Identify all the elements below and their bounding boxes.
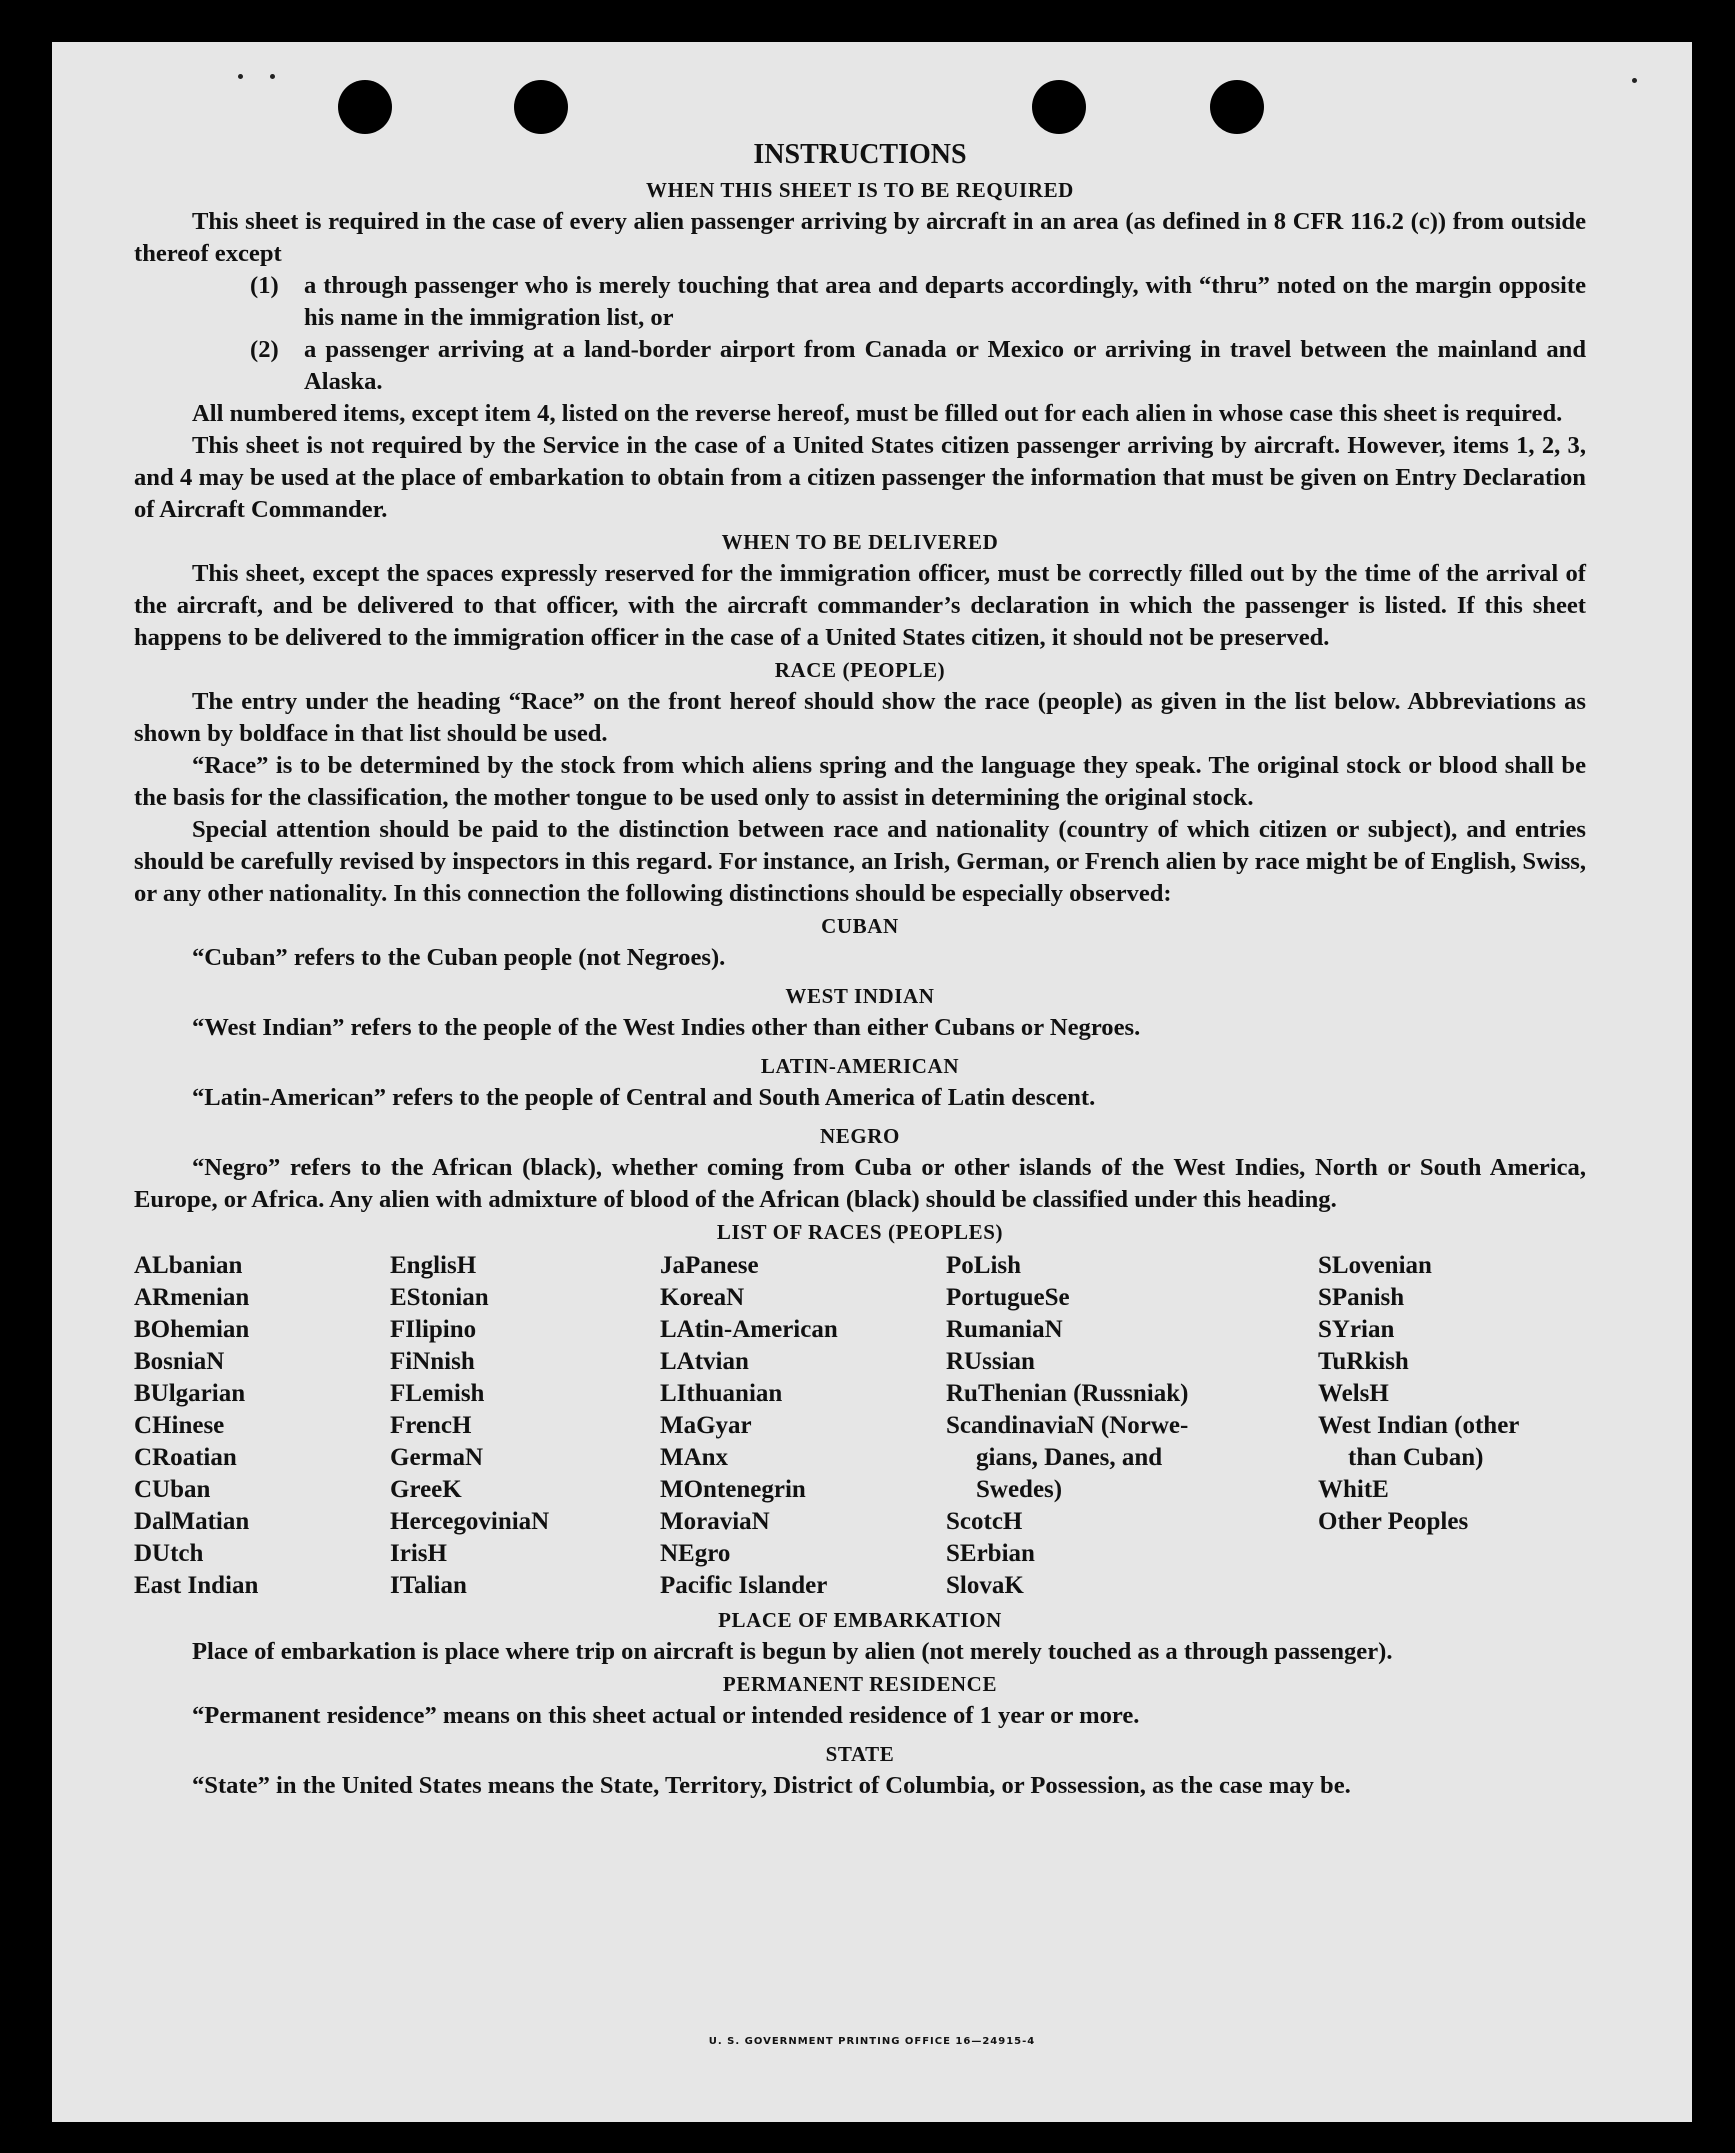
section-heading: WEST INDIAN <box>785 984 935 1008</box>
race-entry: EnglisH <box>390 1252 477 1279</box>
race-entry: FrencH <box>390 1412 472 1439</box>
race-entry: DalMatian <box>134 1508 250 1535</box>
race-entry: GermaN <box>390 1444 484 1471</box>
definition: “Latin-American” refers to the people of Central and South America of Latin descent. <box>192 1084 1096 1111</box>
race-list <box>134 1250 1586 1604</box>
paragraph: “State” in the United States means the State, Territory, District of Columbia, or Possession, as the case may be. <box>192 1772 1351 1799</box>
item-text: a through passenger who is merely touching that area and departs accordingly, with “thru” noted on the margin opposite his name in the immigration list, or <box>304 272 1586 331</box>
section-heading: WHEN TO BE DELIVERED <box>721 530 999 554</box>
race-entry: WelsH <box>1318 1380 1389 1407</box>
race-entry: Pacific Islander <box>660 1572 828 1599</box>
race-entry: KoreaN <box>660 1284 745 1311</box>
race-column <box>390 1250 549 1602</box>
paragraph: “Race” is to be determined by the stock from which aliens spring and the language they speak. The original stock or blood shall be the basis for the classification, the mother tongue to be used only to assist in determining the original stock. <box>134 752 1586 811</box>
race-entry: HercegoviniaN <box>390 1508 550 1535</box>
paragraph: All numbered items, except item 4, listed on the reverse hereof, must be filled out for each alien in whose case this sheet is required. <box>192 400 1563 427</box>
race-column <box>1318 1250 1519 1538</box>
section-heading: STATE <box>825 1742 895 1766</box>
race-entry: MOntenegrin <box>660 1476 806 1503</box>
race-entry: DUtch <box>134 1540 204 1567</box>
race-entry: CHinese <box>134 1412 225 1439</box>
race-entry: LAtvian <box>660 1348 749 1375</box>
race-entry: PortugueSe <box>946 1284 1070 1311</box>
paragraph: Place of embarkation is place where trip on aircraft is begun by alien (not merely touched as a through passenger). <box>192 1638 1393 1665</box>
race-entry: PoLish <box>946 1252 1022 1279</box>
punch-hole <box>514 80 568 134</box>
paragraph: “Negro” refers to the African (black), whether coming from Cuba or other islands of the West Indies, North or South America, Europe, or Africa. Any alien with admixture of blood of the African (black) should be classified under this heading. <box>134 1154 1586 1213</box>
section-heading: WHEN THIS SHEET IS TO BE REQUIRED <box>646 178 1074 202</box>
race-entry: WhitE <box>1318 1476 1389 1503</box>
race-entry: TuRkish <box>1318 1348 1409 1375</box>
section-heading: RACE (PEOPLE) <box>774 658 946 682</box>
race-entry: West Indian (other <box>1318 1412 1520 1439</box>
race-entry: ITalian <box>390 1572 467 1599</box>
speck <box>238 74 243 79</box>
instructions-body <box>134 132 1586 1802</box>
race-entry: MoraviaN <box>660 1508 770 1535</box>
section-heading: PERMANENT RESIDENCE <box>722 1672 998 1696</box>
race-entry: LIthuanian <box>660 1380 783 1407</box>
race-entry: than Cuban) <box>1348 1444 1484 1471</box>
race-entry: CUban <box>134 1476 211 1503</box>
race-entry: GreeK <box>390 1476 462 1503</box>
race-entry: RuThenian (Russniak) <box>946 1380 1189 1407</box>
list-item <box>250 270 1586 334</box>
paragraph: This sheet is not required by the Service in the case of a United States citizen passenger arriving by aircraft. However, items 1, 2, 3, and 4 may be used at the place of embarkation to obtain from a citizen passenger the information that must be given on Entry Declaration of Aircraft Commander. <box>134 432 1586 523</box>
race-entry: FiNnish <box>390 1348 475 1375</box>
punch-hole <box>338 80 392 134</box>
race-column <box>946 1250 1188 1602</box>
race-entry: gians, Danes, and <box>976 1444 1163 1471</box>
page-title: INSTRUCTIONS <box>753 139 967 170</box>
section-heading: LATIN-AMERICAN <box>760 1054 960 1078</box>
race-entry: ARmenian <box>134 1284 250 1311</box>
race-entry: SErbian <box>946 1540 1035 1567</box>
race-entry: NEgro <box>660 1540 731 1567</box>
race-entry: IrisH <box>390 1540 447 1567</box>
race-entry: CRoatian <box>134 1444 237 1471</box>
race-entry: LAtin-American <box>660 1316 838 1343</box>
race-entry: MaGyar <box>660 1412 752 1439</box>
race-entry: Other Peoples <box>1318 1508 1469 1535</box>
race-entry: Swedes) <box>976 1476 1063 1503</box>
definition: “Permanent residence” means on this sheet actual or intended residence of 1 year or more. <box>192 1702 1140 1729</box>
race-entry: SYrian <box>1318 1316 1395 1343</box>
race-entry: EStonian <box>390 1284 489 1311</box>
race-entry: SlovaK <box>946 1572 1024 1599</box>
race-entry: SLovenian <box>1318 1252 1432 1279</box>
section-heading: PLACE OF EMBARKATION <box>718 1608 1002 1632</box>
race-entry: East Indian <box>134 1572 259 1599</box>
speck <box>270 74 275 79</box>
speck <box>1632 78 1637 83</box>
race-entry: ScandinaviaN (Norwe- <box>946 1412 1189 1439</box>
race-entry: BosniaN <box>134 1348 225 1375</box>
race-entry: SPanish <box>1318 1284 1405 1311</box>
section-heading: LIST OF RACES (PEOPLES) <box>716 1220 1004 1244</box>
race-entry: FIlipino <box>390 1316 477 1343</box>
race-entry: BUlgarian <box>134 1380 246 1407</box>
race-entry: FLemish <box>390 1380 485 1407</box>
paragraph: This sheet, except the spaces expressly reserved for the immigration officer, must be correctly filled out by the time of the arrival of the aircraft, and be delivered to that officer, with the aircraft commander’s declaration in which the passenger is listed. If this sheet happens to be delivered to the immigration officer in the case of a United States citizen, it should not be preserved. <box>134 560 1586 651</box>
form-page <box>52 42 1692 2122</box>
race-entry: RumaniaN <box>946 1316 1063 1343</box>
item-number: (2) <box>250 336 279 363</box>
item-number: (1) <box>250 272 279 299</box>
race-column <box>660 1250 838 1602</box>
race-entry: BOhemian <box>134 1316 250 1343</box>
list-item <box>250 334 1586 398</box>
item-text: a passenger arriving at a land-border airport from Canada or Mexico or arriving in travel between the mainland and Alaska. <box>304 336 1586 395</box>
section-heading: CUBAN <box>821 914 899 938</box>
race-entry: ScotcH <box>946 1508 1023 1535</box>
paragraph: This sheet is required in the case of every alien passenger arriving by aircraft in an area (as defined in 8 CFR 116.2 (c)) from outside thereof except <box>134 208 1586 267</box>
race-entry: ALbanian <box>134 1252 243 1279</box>
paragraph: The entry under the heading “Race” on the front hereof should show the race (people) as given in the list below. Abbreviations as shown by boldface in that list should be used. <box>134 688 1586 747</box>
race-entry: MAnx <box>660 1444 729 1471</box>
race-column <box>134 1250 258 1602</box>
section-heading: NEGRO <box>819 1124 900 1148</box>
race-entry: RUssian <box>946 1348 1035 1375</box>
punch-hole <box>1032 80 1086 134</box>
paragraph: Special attention should be paid to the distinction between race and nationality (country of which citizen or subject), and entries should be carefully revised by inspectors in this regard. For instance, an Irish, German, or French alien by race might be of English, Swiss, or any other nationality. In this connection the following distinctions should be especially observed: <box>134 816 1586 907</box>
printer-imprint: U. S. GOVERNMENT PRINTING OFFICE 16—24915-4 <box>708 2036 1036 2047</box>
definition: “Cuban” refers to the Cuban people (not Negroes). <box>192 944 726 971</box>
race-entry: JaPanese <box>660 1252 759 1279</box>
definition: “West Indian” refers to the people of the West Indies other than either Cubans or Negroes. <box>192 1014 1141 1041</box>
punch-hole <box>1210 80 1264 134</box>
